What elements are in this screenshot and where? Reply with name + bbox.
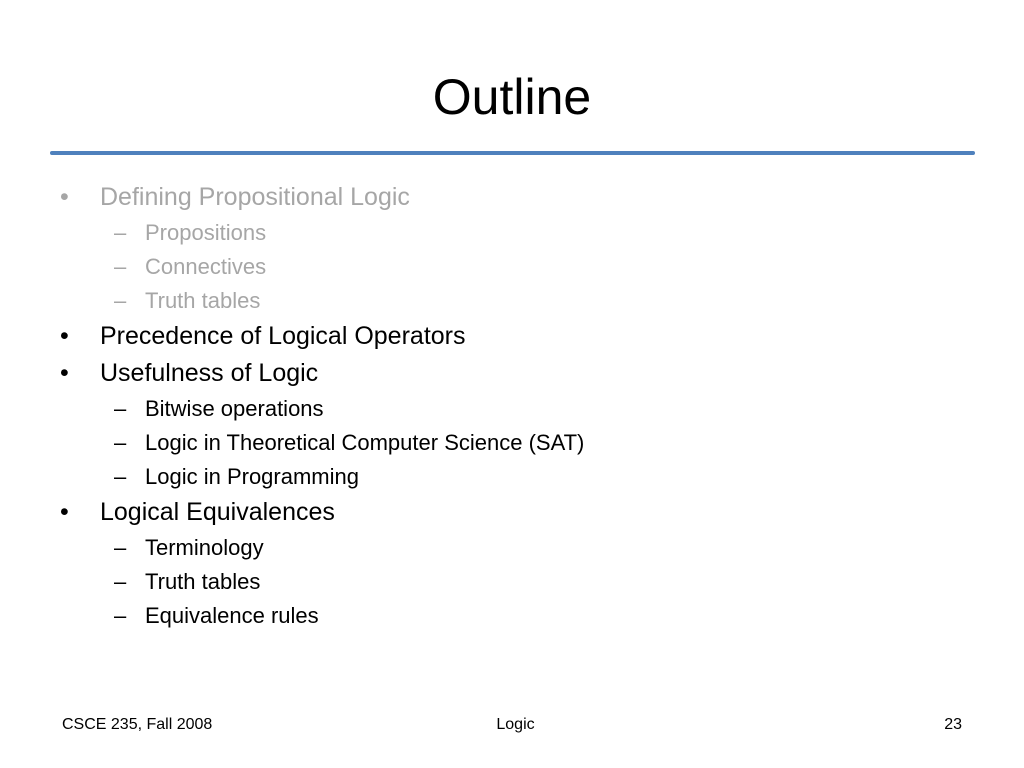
bullet-marker: • [60,359,69,387]
dash-marker: – [114,396,127,421]
outline-item [0,179,1024,216]
outline-item-text: Logic in Programming [145,464,359,489]
footer-course: CSCE 235, Fall 2008 [62,716,213,733]
dash-marker: – [114,464,127,489]
dash-marker: – [114,569,127,594]
title-underline [50,151,975,155]
outline-subitem [0,426,1024,460]
dash-marker: – [114,430,127,455]
outline-subitem [0,599,1024,633]
outline-subitem [0,531,1024,565]
bullet-marker: • [60,498,69,526]
footer-page-number: 23 [944,716,962,733]
outline-item-text: Logic in Theoretical Computer Science (SAT) [145,430,585,455]
outline-subitem [0,216,1024,250]
dash-marker: – [114,603,127,628]
dash-marker: – [114,254,127,279]
outline-item-text: Usefulness of Logic [100,359,319,387]
dash-marker: – [114,288,127,313]
outline-subitem [0,565,1024,599]
dash-marker: – [114,220,127,245]
outline-item-text: Defining Propositional Logic [100,183,410,211]
outline-item-text: Bitwise operations [145,396,324,421]
outline-subitem [0,460,1024,494]
outline-list [0,179,1024,633]
bullet-marker: • [60,183,69,211]
outline-item-text: Connectives [145,254,267,279]
slide-title: Outline [432,69,592,125]
bullet-marker: • [60,322,69,350]
footer-topic: Logic [496,716,535,733]
outline-subitem [0,250,1024,284]
outline-item-text: Propositions [145,220,267,245]
outline-item [0,494,1024,531]
outline-item [0,318,1024,355]
outline-item-text: Precedence of Logical Operators [100,322,466,350]
outline-item-text: Truth tables [145,569,261,594]
outline-item-text: Truth tables [145,288,261,313]
outline-subitem [0,284,1024,318]
dash-marker: – [114,535,127,560]
outline-subitem [0,392,1024,426]
outline-item-text: Equivalence rules [145,603,319,628]
outline-item-text: Terminology [145,535,264,560]
outline-item [0,355,1024,392]
outline-item-text: Logical Equivalences [100,498,335,526]
